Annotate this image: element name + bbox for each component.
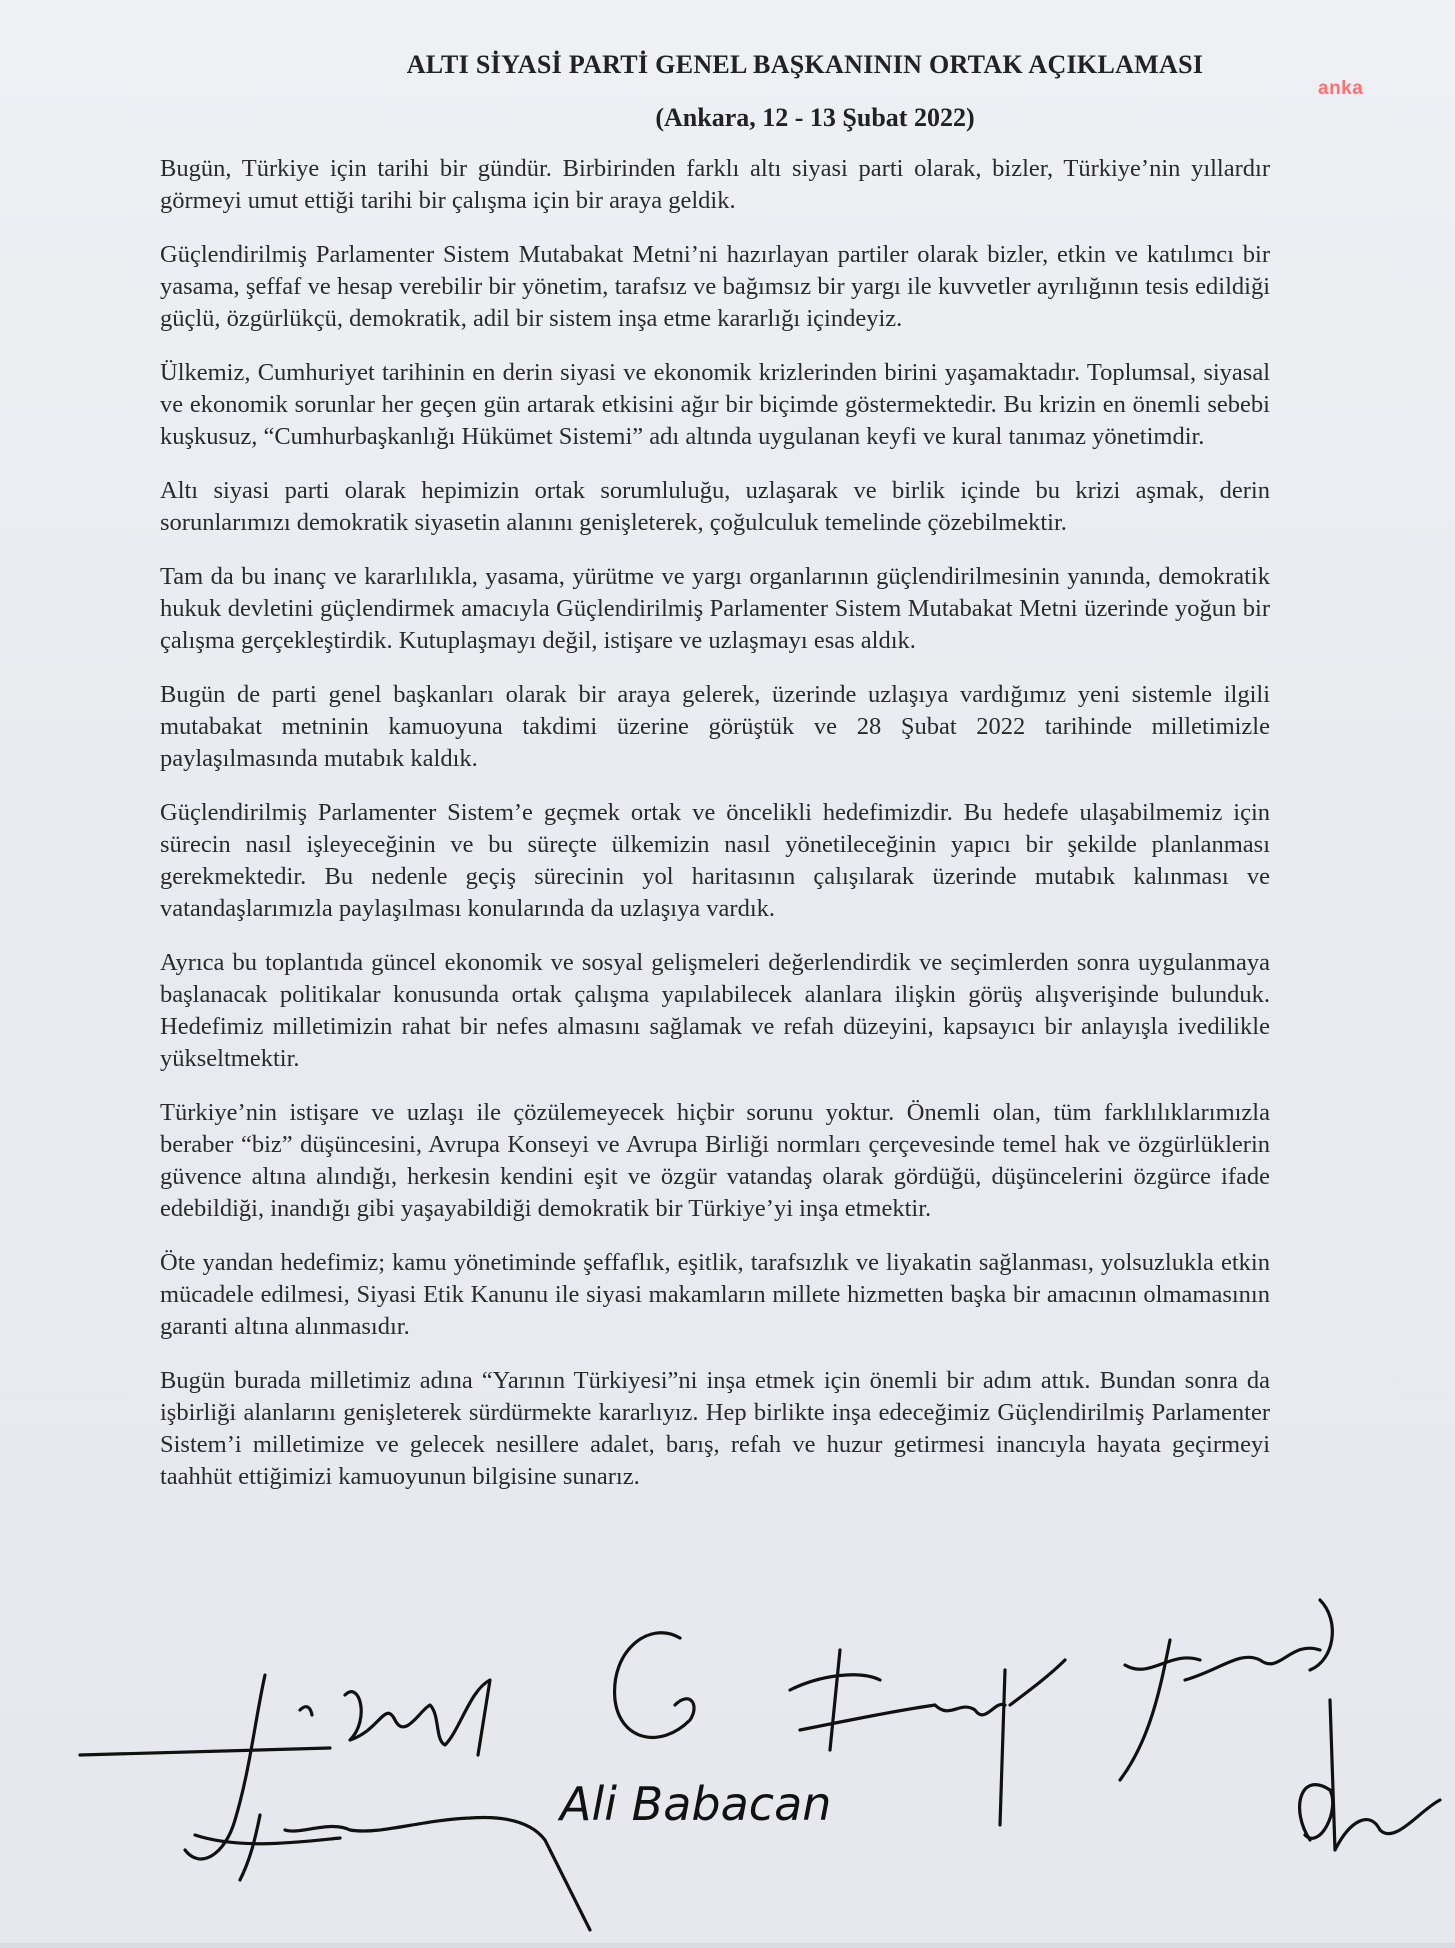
paragraph: Bugün burada milletimiz adına “Yarının Türkiyesi”ni inşa etmek için önemli bir adım attık. Bundan sonra da işbirliği alanlarını genişleterek sürdürmekte kararlıyız. Hep birlikte inşa edeceğimiz Güçlendirilmiş Parlamenter Sistem’i milletimize ve gelecek nesillere adalet, barış, refah ve huzur getirmesi inancıyla hayata geçirmeyi taahhüt ettiğimizi kamuoyunun bilgisine sunarız. [160,1367,1270,1490]
paragraph: Bugün, Türkiye için tarihi bir gündür. Birbirinden farklı altı siyasi parti olarak, bizler, Türkiye’nin yıllardır görmeyi umut ettiği tarihi bir çalışma için bir araya geldik. [160,155,1270,214]
signature-6 [195,1815,590,1930]
paragraph: Güçlendirilmiş Parlamenter Sistem’e geçmek ortak ve öncelikli hedefimizdir. Bu hedefe ulaşabilmemiz için sürecin nasıl işleyeceğinin ve bu süreçte ülkemizin nasıl yönetileceğinin yapıcı bir şekilde planlanması gerekmektedir. Bu nedenle geçiş sürecinin yol haritasının çalışılarak üzerinde mutabık kalınması ve vatandaşlarımızla paylaşılması konularında da uzlaşıya vardık. [160,799,1270,922]
paragraph: Türkiye’nin istişare ve uzlaşı ile çözülemeyecek hiçbir sorunu yoktur. Önemli olan, tüm farklılıklarımızla beraber “biz” düşüncesini, Avrupa Konseyi ve Avrupa Birliği normları çerçevesinde temel hak ve özgürlüklerin güvence altına alındığı, herkesin kendini eşit ve özgür vatandaş olarak gördüğü, düşüncelerini özgürce ifade edebildiği, inandığı gibi yaşayabildiği demokratik bir Türkiye’yi inşa etmektir. [160,1099,1270,1222]
paragraph: Bugün de parti genel başkanları olarak bir araya gelerek, üzerinde uzlaşıya vardığımız yeni sistemle ilgili mutabakat metninin kamuoyuna takdimi üzerine görüştük ve 28 Şubat 2022 tarihinde milletimizle paylaşılmasında mutabık kaldık. [160,681,1270,772]
watermark-logo: anka [1318,78,1364,99]
document-body [160,153,1270,1515]
paragraph: Ülkemiz, Cumhuriyet tarihinin en derin siyasi ve ekonomik krizlerinden birini yaşamaktadır. Toplumsal, siyasal ve ekonomik sorunlar her geçen gün artarak etkisini ağır bir biçimde göstermektedir. Bu krizin en önemli sebebi kuşkusuz, “Cumhurbaşkanlığı Hükümet Sistemi” adı altında uygulanan keyfi ve kural tanımaz yönetimdir. [160,359,1270,450]
signatures-area [0,1580,1455,1943]
signature-text-babacan: Ali Babacan [560,1777,832,1831]
paragraph: Güçlendirilmiş Parlamenter Sistem Mutabakat Metni’ni hazırlayan partiler olarak bizler, etkin ve katılımcı bir yasama, şeffaf ve hesap verebilir bir yönetim, tarafsız ve bağımsız bir yargı ile kuvvetler ayrılığının tesis edildiği güçlü, özgürlükçü, demokratik, adil bir sistem inşa etme kararlığı içindeyiz. [160,241,1270,332]
paragraph: Altı siyasi parti olarak hepimizin ortak sorumluluğu, uzlaşarak ve birlik içinde bu krizi aşmak, derin sorunlarımızı demokratik siyasetin alanını genişleterek, çoğulculuk temelinde çözebilmektir. [160,477,1270,536]
signature-2 [557,1633,831,1831]
document-subtitle: (Ankara, 12 - 13 Şubat 2022) [655,103,975,132]
document-title: ALTI SİYASİ PARTİ GENEL BAŞKANININ ORTAK AÇIKLAMASI [406,50,1204,79]
paragraph: Öte yandan hedefimiz; kamu yönetiminde şeffaflık, eşitlik, tarafsızlık ve liyakatin sağlanması, yolsuzlukla etkin mücadele edilmesi, Siyasi Etik Kanunu ile siyasi makamların millete hizmetten başka bir amacının olmamasının garanti altına alınmasıdır. [160,1249,1270,1340]
paragraph: Tam da bu inanç ve kararlılıkla, yasama, yürütme ve yargı organlarının güçlendirilmesinin yanında, demokratik hukuk devletini güçlendirmek amacıyla Güçlendirilmiş Parlamenter Sistem Mutabakat Metni üzerinde yoğun bir çalışma gerçekleştirdik. Kutuplaşmayı değil, istişare ve uzlaşmayı esas aldık. [160,563,1270,654]
paragraph: Ayrıca bu toplantıda güncel ekonomik ve sosyal gelişmeleri değerlendirdik ve seçimlerden sonra uygulanmaya başlanacak politikalar konusunda ortak çalışma yapılabilecek alanlara ilişkin görüş alışverişinde bulunduk. Hedefimiz milletimizin rahat bir nefes almasını sağlamak ve refah düzeyini, kapsayıcı bir anlayışla ivedilikle yükseltmektir. [160,949,1270,1072]
signature-5 [1300,1700,1440,1850]
signature-4 [1120,1600,1332,1780]
